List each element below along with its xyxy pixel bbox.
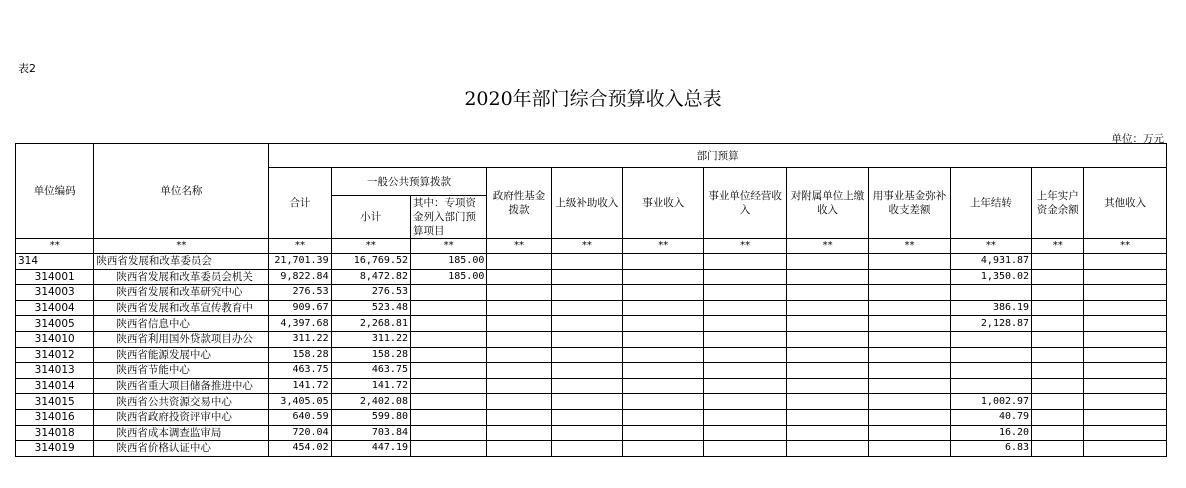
special-cell: [410, 409, 486, 425]
subtotal-cell: 2,402.08: [331, 394, 410, 410]
total-cell: 311.22: [269, 331, 331, 347]
code-cell: 314014: [16, 378, 94, 394]
table-row: [16, 254, 1167, 270]
marker-cell: **: [487, 239, 551, 254]
other-cell: [1084, 254, 1167, 270]
code-cell: 314: [16, 254, 94, 270]
marker-cell: **: [410, 239, 486, 254]
career-cell: [623, 409, 704, 425]
carryover-cell: [950, 331, 1031, 347]
total-cell: 454.02: [269, 441, 331, 457]
career-cell: [623, 300, 704, 316]
name-cell: 陕西省重大项目储备推进中心: [94, 378, 269, 394]
other-cell: [1084, 300, 1167, 316]
table-row: [16, 378, 1167, 394]
affiliate-cell: [786, 394, 868, 410]
table-body: [16, 239, 1167, 457]
gov-fund-cell: [487, 425, 551, 441]
table-row: [16, 394, 1167, 410]
career-cell: [623, 254, 704, 270]
table-row: [16, 363, 1167, 379]
marker-cell: **: [16, 239, 94, 254]
total-cell: 909.67: [269, 300, 331, 316]
total-cell: 21,701.39: [269, 254, 331, 270]
subtotal-cell: 141.72: [331, 378, 410, 394]
special-cell: 185.00: [410, 269, 486, 285]
affiliate-cell: [786, 285, 868, 301]
last-year-balance-cell: [1032, 409, 1084, 425]
last-year-balance-cell: [1032, 300, 1084, 316]
affiliate-cell: [786, 331, 868, 347]
marker-row: [16, 239, 1167, 254]
affiliate-cell: [786, 300, 868, 316]
career-cell: [623, 425, 704, 441]
business-cell: [704, 425, 786, 441]
affiliate-cell: [786, 347, 868, 363]
name-cell: 陕西省节能中心: [94, 363, 269, 379]
other-cell: [1084, 347, 1167, 363]
superior-cell: [551, 425, 622, 441]
business-cell: [704, 394, 786, 410]
marker-cell: **: [94, 239, 269, 254]
last-year-balance-cell: [1032, 316, 1084, 332]
superior-cell: [551, 316, 622, 332]
header-last-year-balance: 上年实户资金余额: [1032, 168, 1084, 239]
code-cell: 314001: [16, 269, 94, 285]
marker-cell: **: [869, 239, 950, 254]
table-row: [16, 441, 1167, 457]
name-cell: 陕西省利用国外贷款项目办公: [94, 331, 269, 347]
code-cell: 314012: [16, 347, 94, 363]
affiliate-cell: [786, 378, 868, 394]
subtotal-cell: 16,769.52: [331, 254, 410, 270]
other-cell: [1084, 316, 1167, 332]
unit-label: 单位：万元: [1111, 133, 1164, 145]
special-cell: [410, 285, 486, 301]
carryover-cell: 16.20: [950, 425, 1031, 441]
subtotal-cell: 2,268.81: [331, 316, 410, 332]
carryover-cell: 40.79: [950, 409, 1031, 425]
name-cell: 陕西省信息中心: [94, 316, 269, 332]
fund-balance-cell: [869, 331, 950, 347]
other-cell: [1084, 409, 1167, 425]
marker-cell: **: [551, 239, 622, 254]
header-code: 单位编码: [16, 144, 94, 239]
fund-balance-cell: [869, 363, 950, 379]
table-row: [16, 269, 1167, 285]
special-cell: [410, 331, 486, 347]
other-cell: [1084, 378, 1167, 394]
special-cell: [410, 425, 486, 441]
name-cell: 陕西省发展和改革研究中心: [94, 285, 269, 301]
name-cell: 陕西省成本调查监审局: [94, 425, 269, 441]
code-cell: 314003: [16, 285, 94, 301]
subtotal-cell: 463.75: [331, 363, 410, 379]
marker-cell: **: [269, 239, 331, 254]
total-cell: 158.28: [269, 347, 331, 363]
gov-fund-cell: [487, 300, 551, 316]
header-fund-balance: 用事业基金弥补收支差额: [869, 168, 950, 239]
header-total: 合计: [269, 168, 331, 239]
code-cell: 314010: [16, 331, 94, 347]
fund-balance-cell: [869, 269, 950, 285]
last-year-balance-cell: [1032, 378, 1084, 394]
superior-cell: [551, 300, 622, 316]
marker-cell: **: [786, 239, 868, 254]
fund-balance-cell: [869, 378, 950, 394]
last-year-balance-cell: [1032, 347, 1084, 363]
table-row: [16, 300, 1167, 316]
total-cell: 640.59: [269, 409, 331, 425]
gov-fund-cell: [487, 378, 551, 394]
career-cell: [623, 285, 704, 301]
last-year-balance-cell: [1032, 425, 1084, 441]
marker-cell: **: [950, 239, 1031, 254]
header-special: 其中：专项资金列入部门预算项目: [410, 196, 486, 239]
name-cell: 陕西省价格认证中心: [94, 441, 269, 457]
fund-balance-cell: [869, 347, 950, 363]
table-row: [16, 347, 1167, 363]
gov-fund-cell: [487, 441, 551, 457]
superior-cell: [551, 269, 622, 285]
carryover-cell: 1,350.02: [950, 269, 1031, 285]
superior-cell: [551, 363, 622, 379]
carryover-cell: 4,931.87: [950, 254, 1031, 270]
header-dept-budget: 部门预算: [269, 144, 1167, 168]
table-row: [16, 285, 1167, 301]
superior-cell: [551, 441, 622, 457]
header-gov-fund: 政府性基金拨款: [487, 168, 551, 239]
last-year-balance-cell: [1032, 363, 1084, 379]
last-year-balance-cell: [1032, 394, 1084, 410]
name-cell: 陕西省能源发展中心: [94, 347, 269, 363]
gov-fund-cell: [487, 285, 551, 301]
subtotal-cell: 8,472.82: [331, 269, 410, 285]
fund-balance-cell: [869, 441, 950, 457]
subtotal-cell: 447.19: [331, 441, 410, 457]
other-cell: [1084, 269, 1167, 285]
business-cell: [704, 285, 786, 301]
superior-cell: [551, 254, 622, 270]
fund-balance-cell: [869, 316, 950, 332]
carryover-cell: 2,128.87: [950, 316, 1031, 332]
affiliate-cell: [786, 316, 868, 332]
marker-cell: **: [331, 239, 410, 254]
header-business: 事业单位经营收入: [704, 168, 786, 239]
gov-fund-cell: [487, 269, 551, 285]
header-carryover: 上年结转: [950, 168, 1031, 239]
career-cell: [623, 363, 704, 379]
career-cell: [623, 331, 704, 347]
affiliate-cell: [786, 441, 868, 457]
subtotal-cell: 523.48: [331, 300, 410, 316]
name-cell: 陕西省公共资源交易中心: [94, 394, 269, 410]
other-cell: [1084, 331, 1167, 347]
subtotal-cell: 158.28: [331, 347, 410, 363]
affiliate-cell: [786, 363, 868, 379]
fund-balance-cell: [869, 394, 950, 410]
header-affiliate: 对附属单位上缴收入: [786, 168, 868, 239]
business-cell: [704, 378, 786, 394]
carryover-cell: [950, 378, 1031, 394]
carryover-cell: 386.19: [950, 300, 1031, 316]
header-general-budget: 一般公共预算拨款: [331, 168, 487, 196]
header-career: 事业收入: [623, 168, 704, 239]
marker-cell: **: [704, 239, 786, 254]
marker-cell: **: [623, 239, 704, 254]
code-cell: 314018: [16, 425, 94, 441]
special-cell: [410, 363, 486, 379]
business-cell: [704, 409, 786, 425]
superior-cell: [551, 409, 622, 425]
code-cell: 314019: [16, 441, 94, 457]
other-cell: [1084, 363, 1167, 379]
total-cell: 9,822.84: [269, 269, 331, 285]
business-cell: [704, 347, 786, 363]
table-row: [16, 409, 1167, 425]
affiliate-cell: [786, 269, 868, 285]
last-year-balance-cell: [1032, 254, 1084, 270]
carryover-cell: [950, 347, 1031, 363]
career-cell: [623, 378, 704, 394]
carryover-cell: [950, 363, 1031, 379]
marker-cell: **: [1084, 239, 1167, 254]
code-cell: 314005: [16, 316, 94, 332]
business-cell: [704, 441, 786, 457]
affiliate-cell: [786, 409, 868, 425]
superior-cell: [551, 347, 622, 363]
career-cell: [623, 316, 704, 332]
carryover-cell: 1,002.97: [950, 394, 1031, 410]
table-row: [16, 316, 1167, 332]
total-cell: 3,405.05: [269, 394, 331, 410]
code-cell: 314016: [16, 409, 94, 425]
page-title: 2020年部门综合预算收入总表: [464, 88, 722, 110]
budget-table: [15, 143, 1167, 457]
last-year-balance-cell: [1032, 331, 1084, 347]
name-cell: 陕西省发展和改革委员会机关: [94, 269, 269, 285]
code-cell: 314004: [16, 300, 94, 316]
fund-balance-cell: [869, 425, 950, 441]
gov-fund-cell: [487, 254, 551, 270]
code-cell: 314015: [16, 394, 94, 410]
last-year-balance-cell: [1032, 285, 1084, 301]
carryover-cell: [950, 285, 1031, 301]
business-cell: [704, 331, 786, 347]
name-cell: 陕西省发展和改革委员会: [94, 254, 269, 270]
total-cell: 276.53: [269, 285, 331, 301]
last-year-balance-cell: [1032, 269, 1084, 285]
header-name: 单位名称: [94, 144, 269, 239]
code-cell: 314013: [16, 363, 94, 379]
other-cell: [1084, 394, 1167, 410]
gov-fund-cell: [487, 394, 551, 410]
gov-fund-cell: [487, 363, 551, 379]
special-cell: [410, 316, 486, 332]
other-cell: [1084, 285, 1167, 301]
special-cell: [410, 300, 486, 316]
header-subtotal: 小计: [331, 196, 410, 239]
career-cell: [623, 347, 704, 363]
superior-cell: [551, 378, 622, 394]
superior-cell: [551, 331, 622, 347]
business-cell: [704, 254, 786, 270]
special-cell: [410, 441, 486, 457]
other-cell: [1084, 441, 1167, 457]
affiliate-cell: [786, 425, 868, 441]
fund-balance-cell: [869, 300, 950, 316]
total-cell: 141.72: [269, 378, 331, 394]
header-superior: 上级补助收入: [551, 168, 622, 239]
fund-balance-cell: [869, 409, 950, 425]
fund-balance-cell: [869, 285, 950, 301]
total-cell: 463.75: [269, 363, 331, 379]
subtotal-cell: 599.80: [331, 409, 410, 425]
career-cell: [623, 269, 704, 285]
affiliate-cell: [786, 254, 868, 270]
subtotal-cell: 311.22: [331, 331, 410, 347]
business-cell: [704, 363, 786, 379]
career-cell: [623, 394, 704, 410]
gov-fund-cell: [487, 409, 551, 425]
table-tag: 表2: [18, 62, 36, 75]
business-cell: [704, 269, 786, 285]
subtotal-cell: 703.84: [331, 425, 410, 441]
name-cell: 陕西省政府投资评审中心: [94, 409, 269, 425]
carryover-cell: 6.83: [950, 441, 1031, 457]
subtotal-cell: 276.53: [331, 285, 410, 301]
superior-cell: [551, 394, 622, 410]
superior-cell: [551, 285, 622, 301]
header-other: 其他收入: [1084, 168, 1167, 239]
gov-fund-cell: [487, 347, 551, 363]
business-cell: [704, 316, 786, 332]
special-cell: [410, 394, 486, 410]
special-cell: [410, 378, 486, 394]
career-cell: [623, 441, 704, 457]
gov-fund-cell: [487, 331, 551, 347]
total-cell: 720.04: [269, 425, 331, 441]
fund-balance-cell: [869, 254, 950, 270]
last-year-balance-cell: [1032, 441, 1084, 457]
business-cell: [704, 300, 786, 316]
table-row: [16, 425, 1167, 441]
table-header: [16, 144, 1167, 239]
special-cell: [410, 347, 486, 363]
other-cell: [1084, 425, 1167, 441]
table-row: [16, 331, 1167, 347]
marker-cell: **: [1032, 239, 1084, 254]
gov-fund-cell: [487, 316, 551, 332]
total-cell: 4,397.68: [269, 316, 331, 332]
special-cell: 185.00: [410, 254, 486, 270]
name-cell: 陕西省发展和改革宣传教育中: [94, 300, 269, 316]
